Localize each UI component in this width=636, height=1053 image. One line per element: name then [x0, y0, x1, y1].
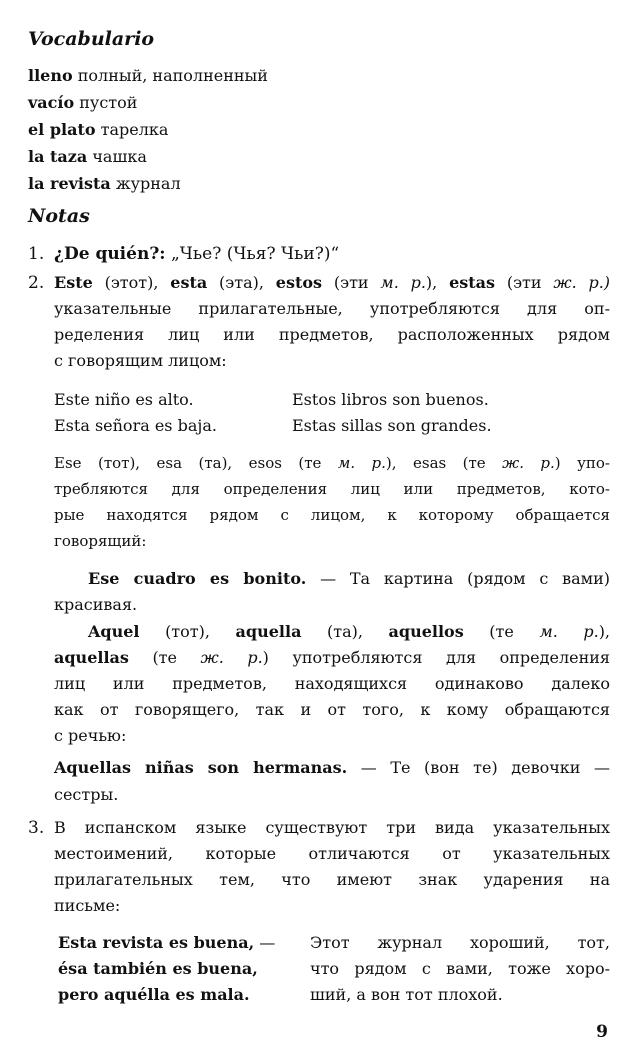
gender-abbr: м. р. — [337, 454, 386, 472]
example-spanish: Ese cuadro es bonito. — [88, 569, 307, 588]
vocab-russian: тарелка — [100, 120, 169, 139]
note-2-line: указательные прилагательные, употребляются для оп- — [54, 299, 610, 318]
vocab-spanish: el plato — [28, 120, 96, 139]
vocab-spanish: vacío — [28, 93, 75, 112]
vocab-spanish: la taza — [28, 147, 88, 166]
vocab-russian: чашка — [92, 147, 147, 166]
note-3-line: местоимений, которые отличаются от указательных — [54, 844, 610, 863]
term: aquellas — [54, 648, 129, 667]
term: estas — [449, 273, 496, 292]
paragraph-line — [88, 622, 610, 641]
text: (эта), — [207, 273, 276, 292]
term: Aquel — [88, 622, 140, 641]
paragraph-line: говорящий: — [54, 532, 147, 550]
paragraph-line — [54, 648, 610, 667]
example-sentence — [54, 758, 610, 777]
example-right: Этот журнал хороший, тот, — [310, 933, 610, 952]
term: esta — [170, 273, 208, 292]
term: estos — [275, 273, 323, 292]
example-right: ший, а вон тот плохой. — [310, 985, 503, 1004]
paragraph-line: красивая. — [54, 595, 138, 614]
note-1-translation: „Чье? (Чья? Чьи?)“ — [165, 244, 340, 264]
example-sentence — [88, 569, 610, 588]
note-2-line: с говорящим лицом: — [54, 351, 227, 370]
text: (эти — [495, 273, 554, 292]
term: aquellos — [388, 622, 464, 641]
notes-heading: Notas — [28, 205, 90, 227]
note-1-question: ¿De quién?: — [54, 244, 166, 264]
gender-abbr: ж. р. — [200, 648, 263, 667]
text: ), esas (те — [385, 454, 503, 472]
example-left: Este niño es alto. — [54, 390, 194, 409]
text: (этот), — [92, 273, 171, 292]
term: aquella — [235, 622, 302, 641]
vocab-entry — [28, 174, 181, 193]
note-2-line — [54, 273, 610, 292]
text: ) упо- — [554, 454, 611, 472]
note-3-line: прилагательных тем, что имеют знак ударения на — [54, 870, 610, 889]
text: ), — [425, 273, 450, 292]
vocab-entry — [28, 93, 137, 112]
vocab-russian: пустой — [79, 93, 138, 112]
note-1-text — [54, 244, 339, 264]
note-3-line: В испанском языке существуют три вида указательных — [54, 818, 610, 837]
note-number: 3. — [28, 818, 45, 838]
paragraph-line: требляются для определения лиц или предметов, кото- — [54, 480, 610, 498]
example-left: pero aquélla es mala. — [58, 985, 250, 1004]
example-translation: — Те (вон те) девочки — — [347, 758, 610, 777]
example-left: Esta señora es baja. — [54, 416, 217, 435]
vocab-spanish: lleno — [28, 66, 73, 85]
example-spanish: Esta revista es buena, — [58, 933, 255, 952]
gender-abbr: м. р. — [380, 273, 426, 292]
paragraph-line: как от говорящего, так и от того, к кому обращаются — [54, 700, 610, 719]
vocab-spanish: la revista — [28, 174, 111, 193]
paragraph-line: лиц или предметов, находящихся одинаково далеко — [54, 674, 610, 693]
vocabulary-heading: Vocabulario — [28, 28, 155, 50]
example-left — [58, 933, 275, 952]
note-number: 1. — [28, 244, 45, 264]
example-right: Estos libros son buenos. — [292, 390, 489, 409]
gender-abbr: м. р. — [539, 622, 599, 641]
note-number: 2. — [28, 273, 45, 293]
example-translation: — Та картина (рядом с вами) — [306, 569, 611, 588]
text: ), — [598, 622, 611, 641]
paragraph-line: сестры. — [54, 785, 119, 804]
text: Ese (тот), esa (та), esos (те — [54, 454, 338, 472]
gender-abbr: ж. р. — [502, 454, 555, 472]
vocab-russian: полный, наполненный — [77, 66, 268, 85]
note-3-line: письме: — [54, 896, 121, 915]
vocab-russian: журнал — [115, 174, 181, 193]
paragraph-line: рые находятся рядом с лицом, к которому обращается — [54, 506, 610, 524]
page-number: 9 — [596, 1022, 608, 1042]
example-right: Estas sillas son grandes. — [292, 416, 492, 435]
text: (те — [463, 622, 540, 641]
paragraph-line — [54, 454, 610, 472]
text: ) употребляются для определения — [262, 648, 610, 667]
text: (та), — [301, 622, 389, 641]
text: (те — [128, 648, 201, 667]
example-left: ésa también es buena, — [58, 959, 258, 978]
dash: — — [254, 933, 276, 952]
note-2-line: ределения лиц или предметов, расположенных рядом — [54, 325, 610, 344]
vocab-entry — [28, 147, 147, 166]
vocab-entry — [28, 120, 168, 139]
vocab-entry — [28, 66, 268, 85]
gender-abbr: ж. р.) — [553, 273, 611, 292]
text: (тот), — [139, 622, 236, 641]
paragraph-line: с речью: — [54, 726, 127, 745]
text: (эти — [322, 273, 381, 292]
term: Este — [54, 273, 93, 292]
example-right: что рядом с вами, тоже хоро- — [310, 959, 610, 978]
example-spanish: Aquellas niñas son hermanas. — [54, 758, 348, 777]
